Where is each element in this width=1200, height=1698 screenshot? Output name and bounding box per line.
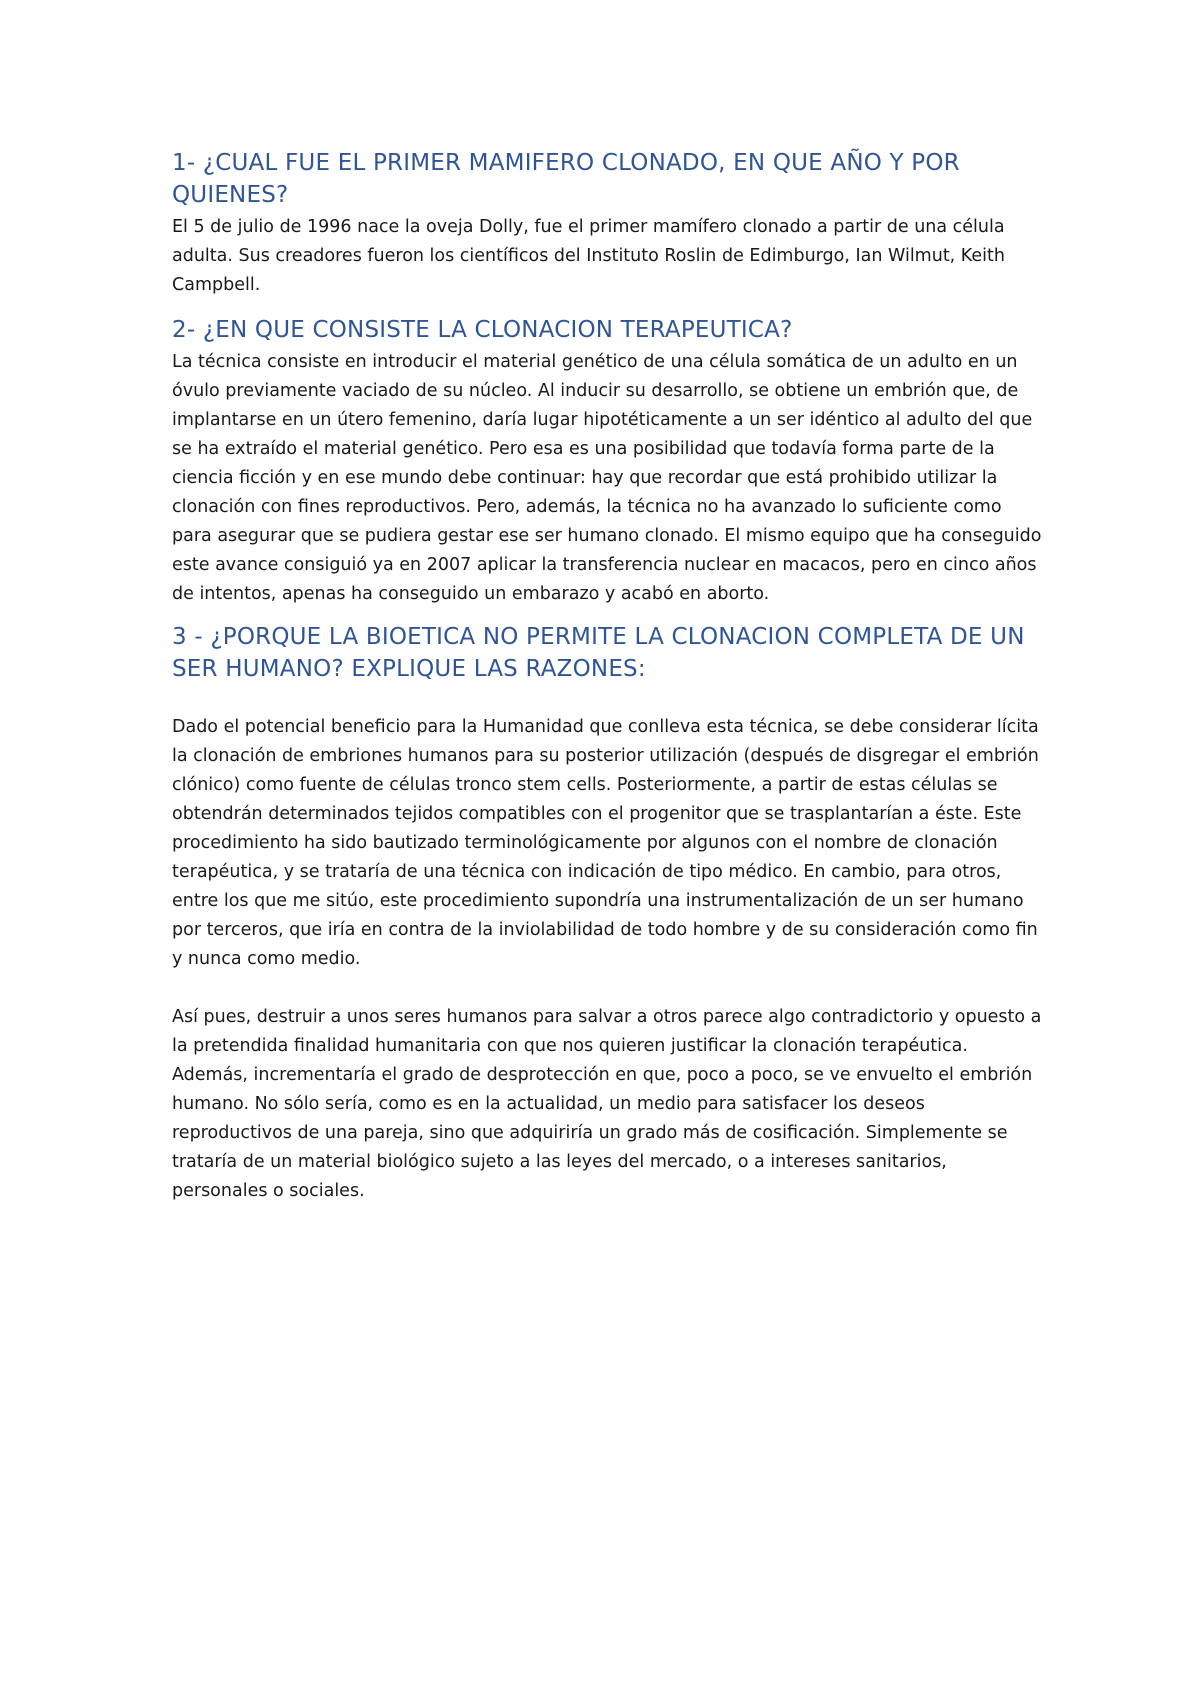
section-2-paragraph: La técnica consiste en introducir el material genético de una célula somática de un adulto en un óvulo previamente vaciado de su núcleo. Al inducir su desarrollo, se obtiene un embrión que, de implantarse en un útero femenino, daría lugar hipotéticamente a un ser idéntico al adulto del que se ha extraído el material genético. Pero esa es una posibilidad que todavía forma parte de la ciencia ficción y en ese mundo debe continuar: hay que recordar que está prohibido utilizar la clonación con fines reproductivos. Pero, además, la técnica no ha avanzado lo suficiente como para asegurar que se pudiera gestar ese ser humano clonado. El mismo equipo que ha conseguido este avance consiguió ya en 2007 aplicar la transferencia nuclear en macacos, pero en cinco años de intentos, apenas ha conseguido un embarazo y acabó en aborto. (172, 352, 1042, 604)
section-3-paragraph-1: Dado el potencial beneficio para la Humanidad que conlleva esta técnica, se debe considerar lícita la clonación de embriones humanos para su posterior utilización (después de disgregar el embrión clónico) como fuente de células tronco stem cells. Posteriormente, a partir de estas células se obtendrán determinados tejidos compatibles con el progenitor que se trasplantarían a éste. Este procedimiento ha sido bautizado terminológicamente por algunos con el nombre de clonación terapéutica, y se trataría de una técnica con indicación de tipo médico. En cambio, para otros, entre los que me sitúo, este procedimiento supondría una instrumentalización de un ser humano por terceros, que iría en contra de la inviolabilidad de todo hombre y de su consideración como fin y nunca como medio. (172, 717, 1039, 969)
section-3-paragraph-2: Así pues, destruir a unos seres humanos para salvar a otros parece algo contradictorio y opuesto a la pretendida finalidad humanitaria con que nos quieren justificar la clonación terapéutica. Además, incrementaría el grado de desprotección en que, poco a poco, se ve envuelto el embrión humano. No sólo sería, como es en la actualidad, un medio para satisfacer los deseos reproductivos de una pareja, sino que adquiriría un grado más de cosificación. Simplemente se trataría de un material biológico sujeto a las leyes del mercado, o a intereses sanitarios, personales o sociales. (172, 1007, 1042, 1201)
section-3-heading: 3 - ¿PORQUE LA BIOETICA NO PERMITE LA CLONACION COMPLETA DE UN SER HUMANO? EXPLIQUE LAS RAZONES: (172, 624, 1025, 682)
section-2-heading: 2- ¿EN QUE CONSISTE LA CLONACION TERAPEUTICA? (172, 317, 793, 343)
section-1-heading: 1- ¿CUAL FUE EL PRIMER MAMIFERO CLONADO, EN QUE AÑO Y POR QUIENES? (172, 150, 960, 208)
section-1-paragraph: El 5 de julio de 1996 nace la oveja Dolly, fue el primer mamífero clonado a partir de una célula adulta. Sus creadores fueron los científicos del Instituto Roslin de Edimburgo, Ian Wilmut, Keith Campbell. (172, 217, 1005, 295)
document-page (172, 147, 1042, 1206)
